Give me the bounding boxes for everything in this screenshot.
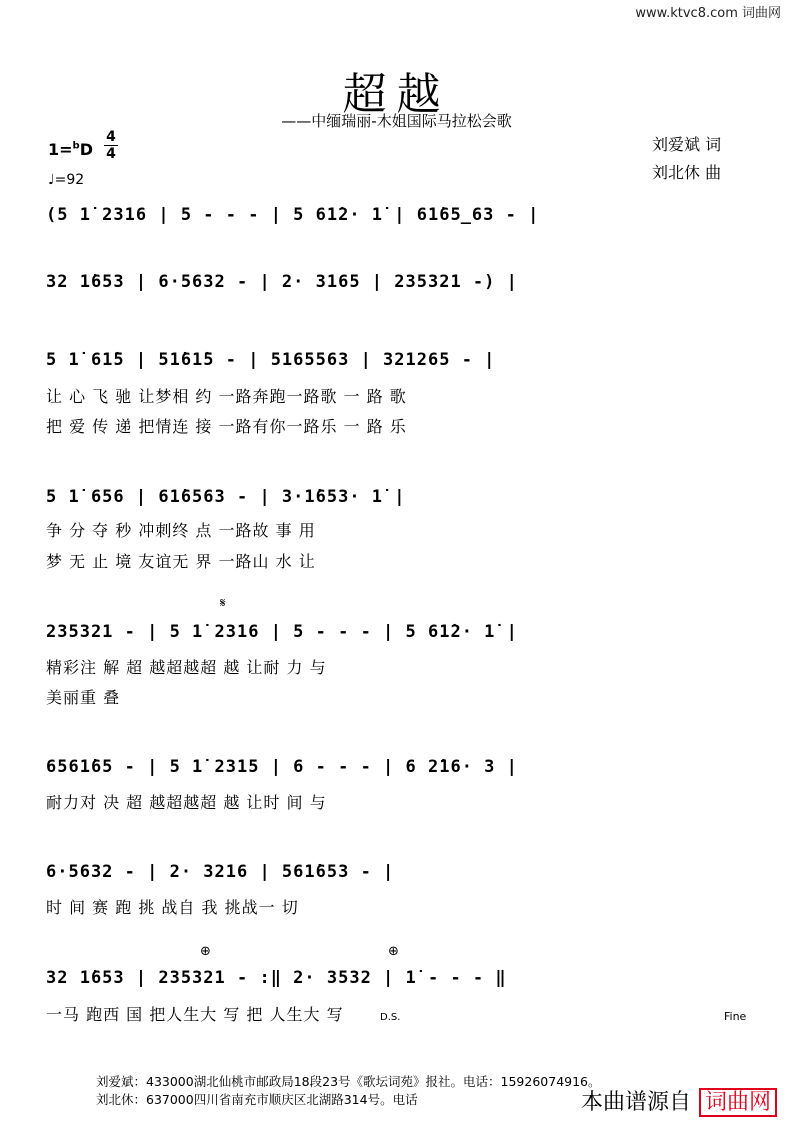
lyric-row-5a: 精彩注 解 超 越超越超 越 让耐 力 与 xyxy=(46,658,327,677)
brand-logo: 本曲谱源自 词曲网 xyxy=(581,1085,777,1116)
coda-mark-1: ⊕ xyxy=(200,944,211,959)
lyricist-credit: 刘爱斌 词 xyxy=(652,135,722,154)
song-subtitle: ——中缅瑞丽-木姐国际马拉松会歌 xyxy=(281,112,512,130)
tempo-mark: ♩=92 xyxy=(48,172,85,188)
lyric-row-6a: 耐力对 决 超 越超越超 越 让时 间 与 xyxy=(46,793,327,812)
watermark-url: www.ktvc8.com 词曲网 xyxy=(635,6,781,21)
notation-row-1: (5 1̇ 2316 | 5 - - - | 5 61̇2· 1̇ | 61̇65̲63 - | xyxy=(46,205,540,225)
composer-credit: 刘北休 曲 xyxy=(652,163,722,182)
footer-line-2: 刘北休：637000四川省南充市顺庆区北湖路314号。电话 xyxy=(96,1092,418,1107)
notation-row-6: 6561̇65 - | 5 1̇ 2315 | 6 - - - | 6 2̇16· 3 | xyxy=(46,757,518,777)
segno-mark: 𝄋 xyxy=(220,596,226,611)
key-signature: 1=$^b$D xyxy=(48,140,93,159)
notation-row-8: 32 1̇653 | 235321 - :‖ 2· 3532 | 1̇ - - - ‖ xyxy=(46,968,507,988)
notation-row-5: 235321 - | 5 1̇ 2316 | 5 - - - | 5 61̇2· 1̇ | xyxy=(46,622,518,642)
lyric-row-4a: 争 分 夺 秒 冲刺终 点 一路故 事 用 xyxy=(46,521,316,540)
lyric-row-5b: 美丽重 叠 xyxy=(46,688,121,707)
notation-row-3: 5 1̇ 61̇5 | 51̇61̇5 - | 5165563 | 321265 - | xyxy=(46,350,496,370)
lyric-row-7a: 时 间 赛 跑 挑 战自 我 挑战一 切 xyxy=(46,898,299,917)
notation-row-7: 6·5632 - | 2· 3216 | 561̇653 - | xyxy=(46,862,395,882)
song-title: 超越 xyxy=(342,69,451,120)
ds-mark: D.S. xyxy=(380,1012,401,1023)
lyric-row-3a: 让 心 飞 驰 让梦相 约 一路奔跑一路歌 一 路 歌 xyxy=(46,387,407,406)
time-signature: 4 4 xyxy=(104,130,118,161)
lyric-row-3b: 把 爱 传 递 把情连 接 一路有你一路乐 一 路 乐 xyxy=(46,417,407,436)
fine-mark: Fine xyxy=(724,1010,747,1023)
notation-row-4: 5 1̇ 656 | 61̇6563 - | 3·1̇653· 1̇ | xyxy=(46,487,406,507)
lyric-row-8a: 一马 跑西 国 把人生大 写 把 人生大 写 xyxy=(46,1005,344,1024)
coda-mark-2: ⊕ xyxy=(388,944,399,959)
notation-row-2: 32 1̇653 | 6·5632 - | 2· 3165 | 235321 -) | xyxy=(46,272,518,292)
lyric-row-4b: 梦 无 止 境 友谊无 界 一路山 水 让 xyxy=(46,552,316,571)
footer-line-1: 刘爱斌：433000湖北仙桃市邮政局18段23号《歌坛词苑》报社。电话：15926074916。 xyxy=(96,1074,601,1089)
